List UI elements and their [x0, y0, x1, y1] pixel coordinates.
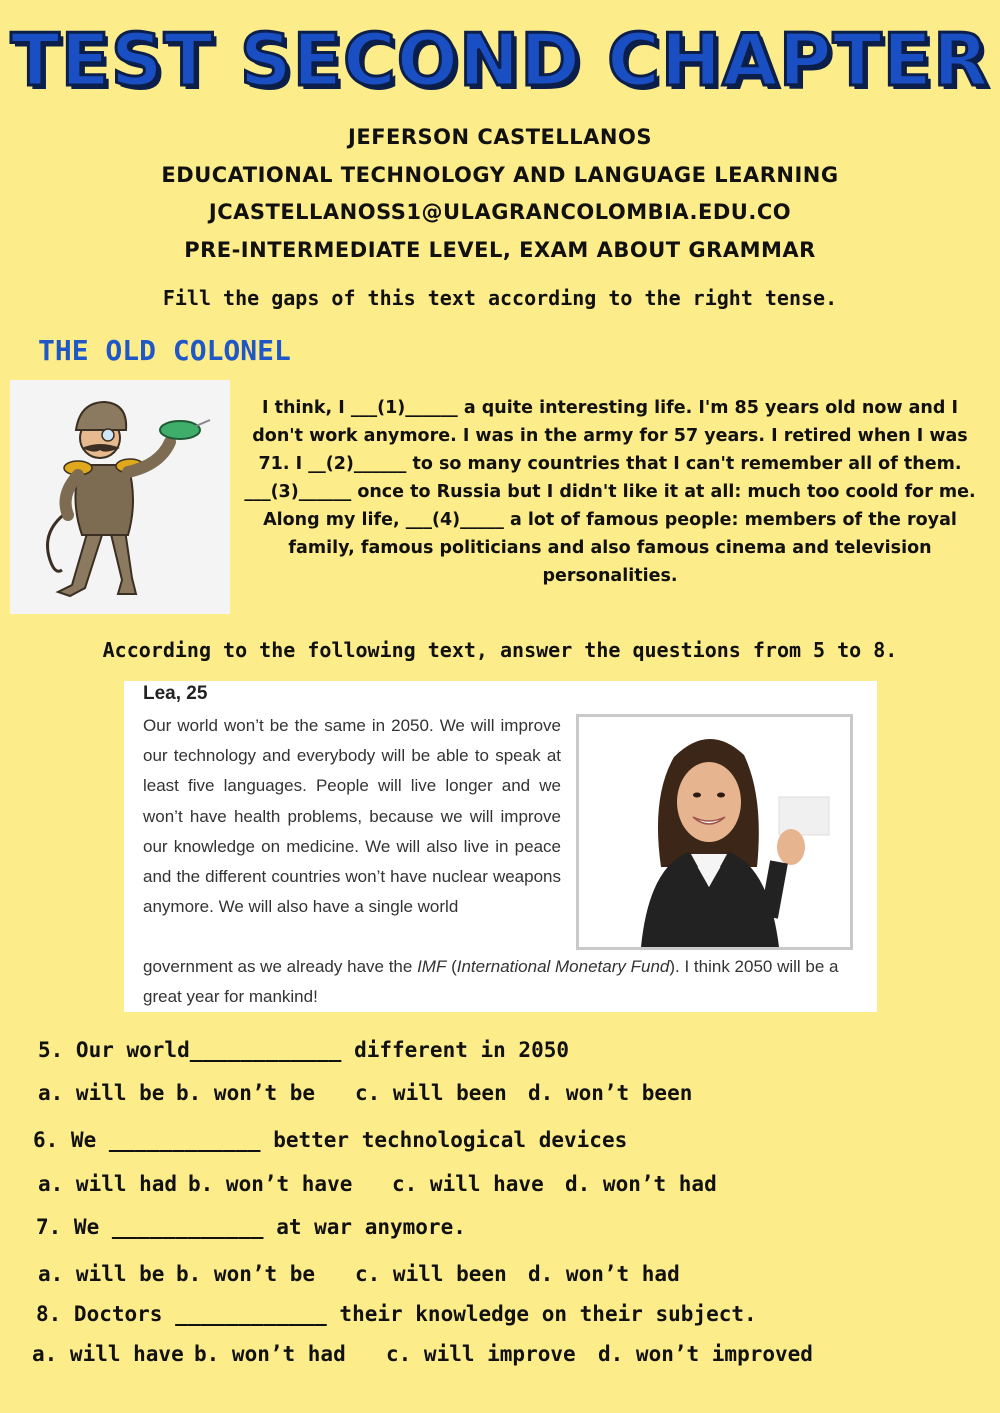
reading-imf-full: International Monetary Fund — [456, 957, 670, 976]
option-8a: a. will have — [32, 1342, 184, 1366]
reading-author: Lea, 25 — [143, 683, 208, 704]
instruction-fill-gaps: Fill the gaps of this text according to the right tense. — [162, 286, 838, 310]
author-email: JCASTELLANOSS1@ULAGRANCOLOMBIA.EDU.CO — [208, 200, 792, 224]
question-6: 6. We ____________ better technological devices — [33, 1128, 628, 1152]
option-7c: c. will been — [355, 1262, 507, 1286]
reading-text-continued — [143, 952, 863, 1012]
question-8: 8. Doctors ____________ their knowledge on their subject. — [36, 1302, 757, 1326]
reading-imf: IMF — [417, 957, 447, 976]
instruction-questions: According to the following text, answer the questions from 5 to 8. — [102, 638, 898, 662]
reading-text-part: ). I think 2050 will be a great year for mankind! — [143, 957, 839, 1006]
page-title: TEST SECOND CHAPTER — [10, 18, 990, 102]
section-title: THE OLD COLONEL — [38, 334, 291, 367]
option-7a: a. will be — [38, 1262, 165, 1286]
story-paragraph-1: I think, I ___(1)______ a quite interesting life. I'm 85 years old now and I don't work anymore. I was in the army for 57 years. I retired when I was 71. I __(2)______ to so many countries that I can't remember all of them. ___(3)______ once to Russia but I didn't like it at all: much too coold for me. — [244, 398, 976, 502]
author-name: JEFERSON CASTELLANOS — [348, 125, 652, 149]
reading-text-part: ( — [446, 957, 457, 976]
option-5d: d. won’t been — [528, 1081, 693, 1105]
option-6c: c. will have — [392, 1172, 544, 1196]
reading-card — [124, 681, 877, 1012]
option-6b: b. won’t have — [188, 1172, 353, 1196]
option-6a: a. will had — [38, 1172, 178, 1196]
colonel-illustration — [10, 380, 230, 614]
exam-level: PRE-INTERMEDIATE LEVEL, EXAM ABOUT GRAMMAR — [184, 238, 816, 262]
option-8b: b. won’t had — [194, 1342, 346, 1366]
option-7d: d. won’t had — [528, 1262, 680, 1286]
woman-photo — [576, 714, 853, 950]
option-7b: b. won’t be — [176, 1262, 316, 1286]
colonel-story — [240, 394, 980, 590]
option-5a: a. will be — [38, 1081, 165, 1105]
course-name: EDUCATIONAL TECHNOLOGY AND LANGUAGE LEARNING — [161, 163, 839, 187]
story-paragraph-2: Along my life, ___(4)_____ a lot of famous people: members of the royal family, famous politicians and also famous cinema and television personalities. — [263, 510, 957, 586]
question-7: 7. We ____________ at war anymore. — [36, 1215, 466, 1239]
reading-text: Our world won’t be the same in 2050. We will improve our technology and everybody will be able to speak at least five languages. People will live longer and we won’t have health problems, because we will improve our knowledge on medicine. We will also live in peace and the different countries won’t have nuclear weapons anymore. We will also have a single world — [143, 716, 561, 917]
option-8c: c. will improve — [386, 1342, 576, 1366]
option-8d: d. won’t improved — [598, 1342, 813, 1366]
option-5b: b. won’t be — [176, 1081, 316, 1105]
question-5: 5. Our world____________ different in 2050 — [38, 1038, 570, 1062]
option-6d: d. won’t had — [565, 1172, 717, 1196]
option-5c: c. will been — [355, 1081, 507, 1105]
reading-text-part: government as we already have the — [143, 957, 418, 976]
